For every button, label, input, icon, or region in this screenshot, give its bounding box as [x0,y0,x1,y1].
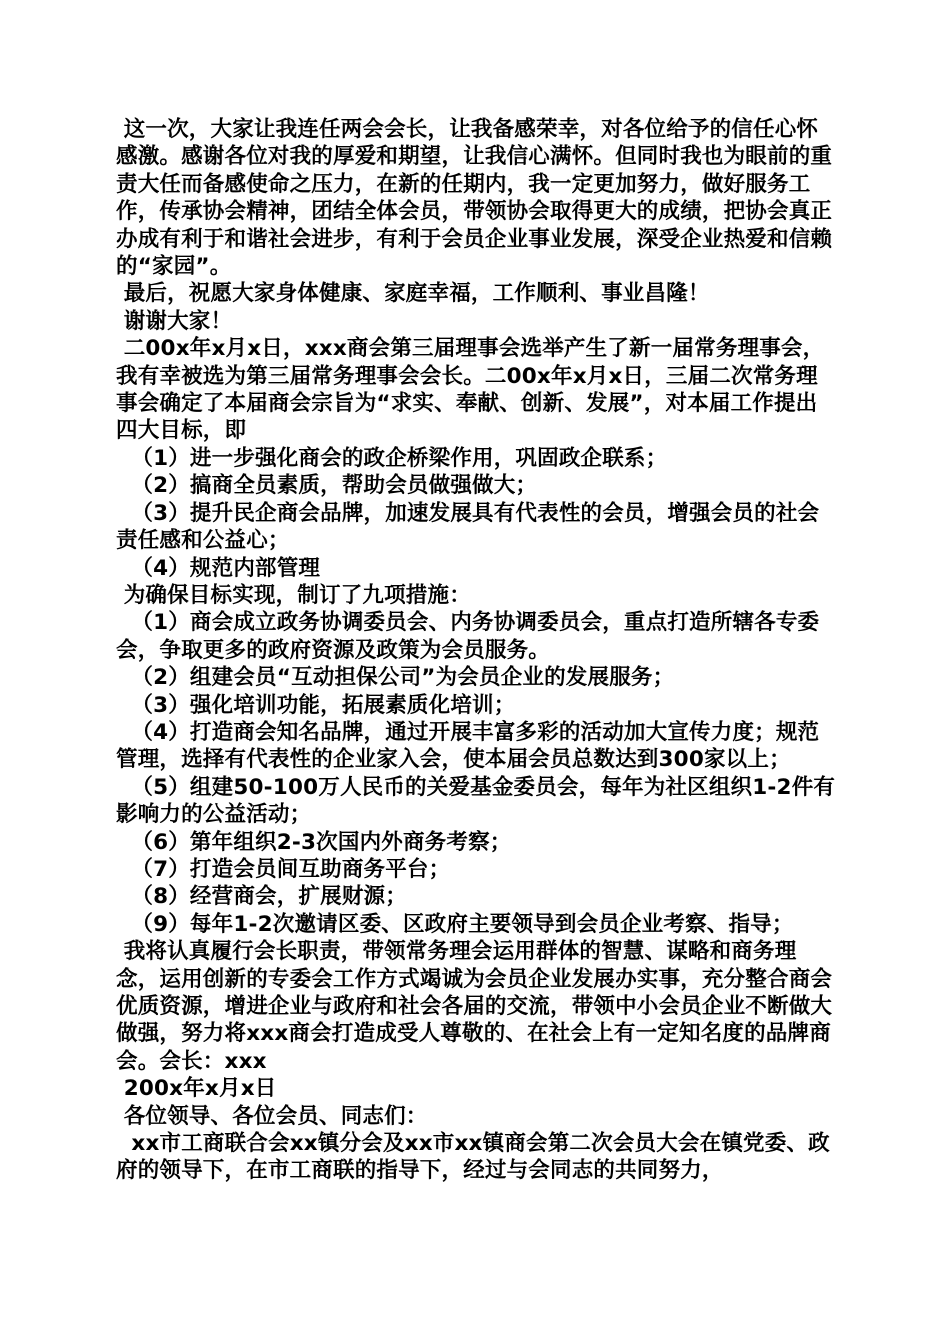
salutation: 各位领导、各位会员、同志们： [116,1103,428,1129]
measure-item-4: （4）打造商会知名品牌，通过开展丰富多彩的活动加大宣传力度；规范管理，选择有代表性的企业家入会，使本届会员总数达到300家以上； [116,719,820,773]
paragraph-thank-you: 谢谢大家！ [116,308,233,334]
goal-item-4: （4）规范内部管理 [116,555,321,581]
goal-item-2: （2）搞商全员素质，帮助会员做强做大； [116,473,538,499]
document-body [116,116,836,1185]
goal-item-1: （1）进一步强化商会的政企桥梁作用，巩固政企联系； [116,445,668,471]
paragraph-commitment: 我将认真履行会长职责，带领常务理会运用群体的智慧、谋略和商务理念，运用创新的专委会工作方式竭诚为会员企业发展办实事，充分整合商会优质资源，增进企业与政府和社会各届的交流，带领中小会员企业不断做大做强，努力将xxx商会打造成受人尊敬的、在社会上有一定知名度的品牌商会。会长：xxx [116,939,833,1074]
paragraph-assembly-intro: xx市工商联合会xx镇分会及xx市xx镇商会第二次会员大会在镇党委、政府的领导下，在市工商联的指导下，经过与会同志的共同努力， [116,1131,830,1184]
date-line: 200x年x月x日 [116,1076,277,1102]
measure-item-6: （6）第年组织2-3次国内外商务考察； [116,829,512,855]
measure-item-7: （7）打造会员间互助商务平台； [116,856,451,882]
measure-item-1: （1）商会成立政务协调委员会、内务协调委员会，重点打造所辖各专委会，争取更多的政府资源及政策为会员服务。 [116,610,820,663]
measure-item-5: （5）组建50-100万人民币的关爱基金委员会，每年为社区组织1-2件有影响力的公益活动； [116,774,836,828]
measure-item-8: （8）经营商会，扩展财源； [116,884,407,910]
measures-intro: 为确保目标实现，制订了九项措施： [116,582,471,608]
measure-item-3: （3）强化培训功能，拓展素质化培训； [116,692,516,718]
paragraph-reelection-thanks: 这一次，大家让我连任两会会长，让我备感荣幸，对各位给予的信任心怀感激。感谢各位对我的厚爱和期望，让我信心满怀。但同时我也为眼前的重责大任而备感使命之压力，在新的任期内，我一定更加努力，做好服务工作，传承协会精神，团结全体会员，带领协会取得更大的成绩，把协会真正办成有利于和谐社会进步，有利于会员企业事业发展，深受企业热爱和信赖的“家园”。 [116,117,833,280]
goal-item-3: （3）提升民企商会品牌，加速发展具有代表性的会员，增强会员的社会责任感和公益心； [116,500,820,554]
paragraph-wishes: 最后，祝愿大家身体健康、家庭幸福，工作顺利、事业昌隆！ [116,281,710,307]
paragraph-election-intro: 二00x年x月x日，xxx商会第三届理事会选举产生了新一届常务理事会，我有幸被选为第三届常务理事会会长。二00x年x月x日，三届二次常务理事会确定了本届商会宗旨为“求实、奉献、创新、发展”，对本届工作提出四大目标，即 [116,336,825,444]
measure-item-9: （9）每年1-2次邀请区委、区政府主要领导到会员企业考察、指导； [116,911,794,937]
measure-item-2: （2）组建会员“互动担保公司”为会员企业的发展服务； [116,665,675,691]
